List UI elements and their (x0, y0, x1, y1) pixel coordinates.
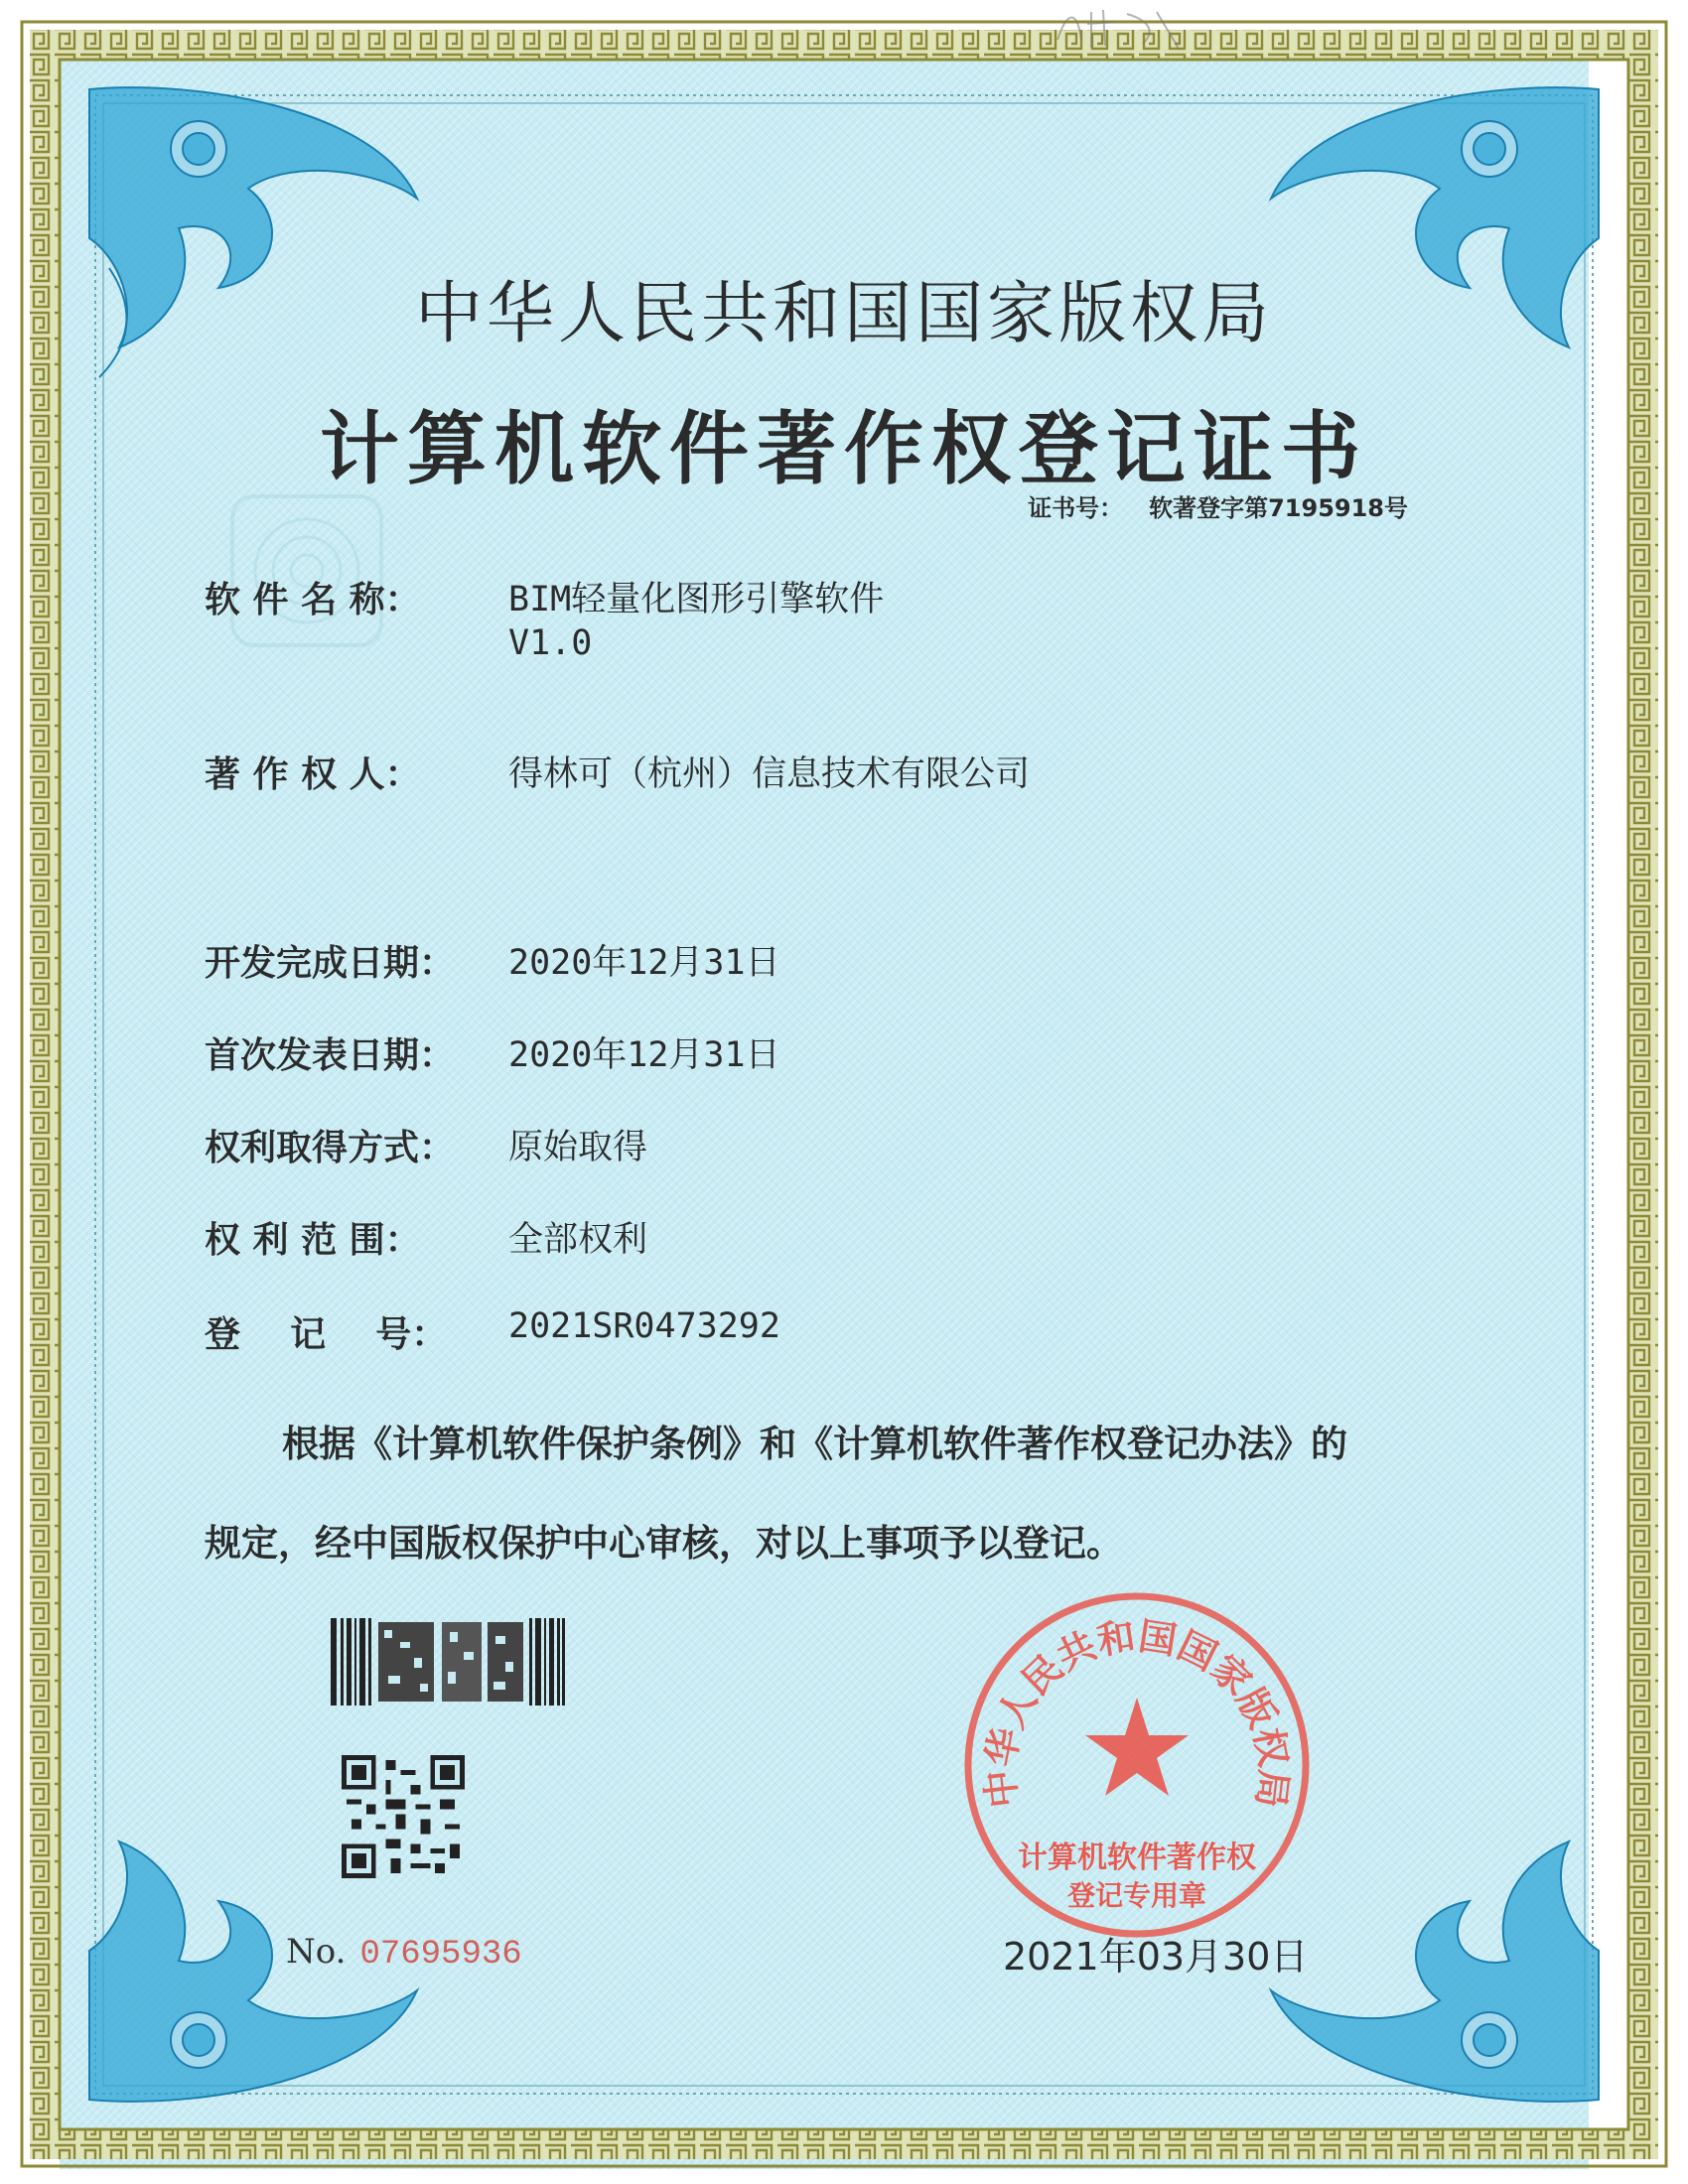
statement-line-1: 根据《计算机软件保护条例》和《计算机软件著作权登记办法》的 (282, 1423, 1347, 1465)
star-icon (1085, 1698, 1189, 1796)
acquisition-method-value: 原始取得 (508, 1128, 648, 1167)
qr-code (342, 1755, 465, 1878)
certificate-number-label: 证书号： (1028, 494, 1124, 522)
statement-line-2: 规定，经中国版权保护中心审核，对以上事项予以登记。 (205, 1522, 1123, 1565)
issuing-organization: 中华人民共和国国家版权局 (414, 275, 1273, 353)
registration-number-label: 登 记 号： (205, 1314, 448, 1355)
first-publication-date-value: 2020年12月31日 (508, 1035, 780, 1075)
barcode (331, 1618, 565, 1706)
watermark-emblem (222, 486, 391, 655)
completion-date-value: 2020年12月31日 (508, 943, 780, 983)
acquisition-method-label: 权利取得方式： (205, 1128, 456, 1168)
copyright-owner-value: 得林可（杭州）信息技术有限公司 (508, 754, 1031, 794)
scope-of-rights-label: 权 利 范 围： (205, 1220, 421, 1261)
first-publication-date-label: 首次发表日期： (205, 1035, 456, 1076)
seal-line-2: 登记专用章 (1066, 1879, 1206, 1912)
official-seal (958, 1586, 1316, 1944)
scope-of-rights-value: 全部权利 (508, 1220, 648, 1260)
issue-date: 2021年03月30日 (1003, 1935, 1309, 1979)
serial-number-value: 07695936 (359, 1936, 522, 1974)
registration-number-value: 2021SR0473292 (508, 1306, 780, 1346)
certificate-number-value: 软著登字第7195918号 (1149, 494, 1408, 522)
handwritten-mark (1048, 0, 1187, 60)
certificate-title: 计算机软件著作权登记证书 (320, 402, 1368, 495)
software-version-value: V1.0 (508, 623, 593, 663)
software-name-value: BIM轻量化图形引擎软件 (508, 580, 885, 619)
seal-arc-text: 中华人民共和国国家版权局 (977, 1613, 1297, 1811)
completion-date-label: 开发完成日期： (205, 943, 456, 984)
copyright-owner-label: 著 作 权 人： (205, 754, 421, 795)
serial-prefix: No. (286, 1932, 347, 1972)
serial-number (286, 1932, 522, 1974)
seal-line-1: 计算机软件著作权 (1018, 1841, 1256, 1875)
certificate-number (1028, 488, 1408, 523)
software-name-label: 软 件 名 称： (205, 580, 421, 620)
